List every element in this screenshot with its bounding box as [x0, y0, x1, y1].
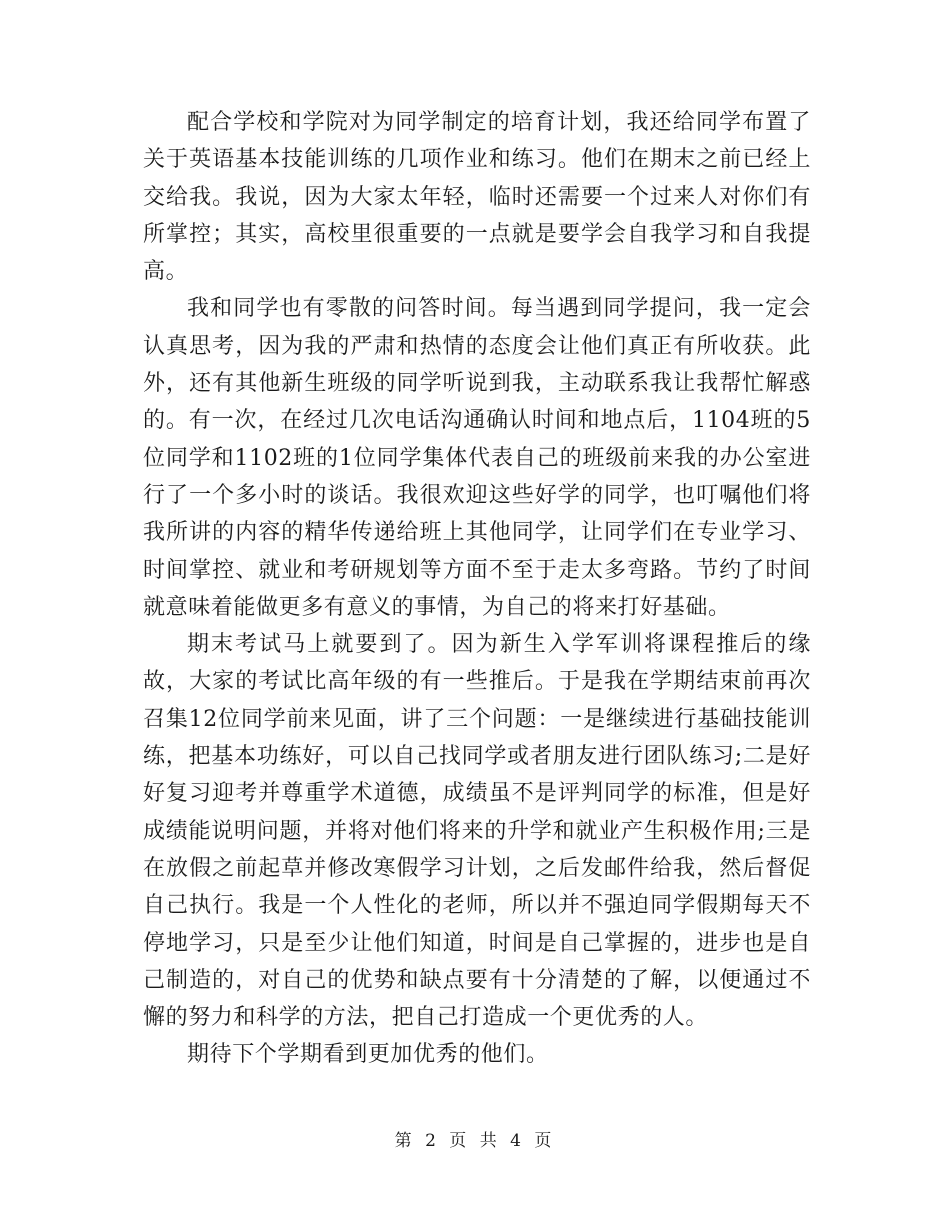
page-number-footer: 第 2 页 共 4 页	[394, 1131, 556, 1151]
paragraph-4: 期待下个学期看到更加优秀的他们。	[187, 1042, 549, 1068]
paragraph-1: 配合学校和学院对为同学制定的培育计划，我还给同学布置了关于英语基本技能训练的几项作业和练习。他们在期末之前已经上交给我。我说，因为大家太年轻，临时还需要一个过来人对你们有所掌控；其实，高校里很重要的一点就是要学会自我学习和自我提高。	[143, 110, 811, 285]
paragraph-2: 我和同学也有零散的问答时间。每当遇到同学提问，我一定会认真思考，因为我的严肃和热情的态度会让他们真正有所收获。此外，还有其他新生班级的同学听说到我，主动联系我让我帮忙解惑的。有一次，在经过几次电话沟通确认时间和地点后，1104班的5位同学和1102班的1位同学集体代表自己的班级前来我的办公室进行了一个多小时的谈话。我很欢迎这些好学的同学，也叮嘱他们将我所讲的内容的精华传递给班上其他同学，让同学们在专业学习、时间掌控、就业和考研规划等方面不至于走太多弯路。节约了时间就意味着能做更多有意义的事情，为自己的将来打好基础。	[143, 296, 811, 620]
paragraph-3: 期末考试马上就要到了。因为新生入学军训将课程推后的缘故，大家的考试比高年级的有一些推后。于是我在学期结束前再次召集12位同学前来见面，讲了三个问题：一是继续进行基础技能训练，把基本功练好，可以自己找同学或者朋友进行团队练习;二是好好复习迎考并尊重学术道德，成绩虽不是评判同学的标准，但是好成绩能说明问题，并将对他们将来的升学和就业产生积极作用;三是在放假之前起草并修改寒假学习计划，之后发邮件给我，然后督促自己执行。我是一个人性化的老师，所以并不强迫同学假期每天不停地学习，只是至少让他们知道，时间是自己掌握的，进步也是自己制造的，对自己的优势和缺点要有十分清楚的了解，以便通过不懈的努力和科学的方法，把自己打造成一个更优秀的人。	[143, 632, 811, 1031]
document-body	[143, 104, 811, 1074]
